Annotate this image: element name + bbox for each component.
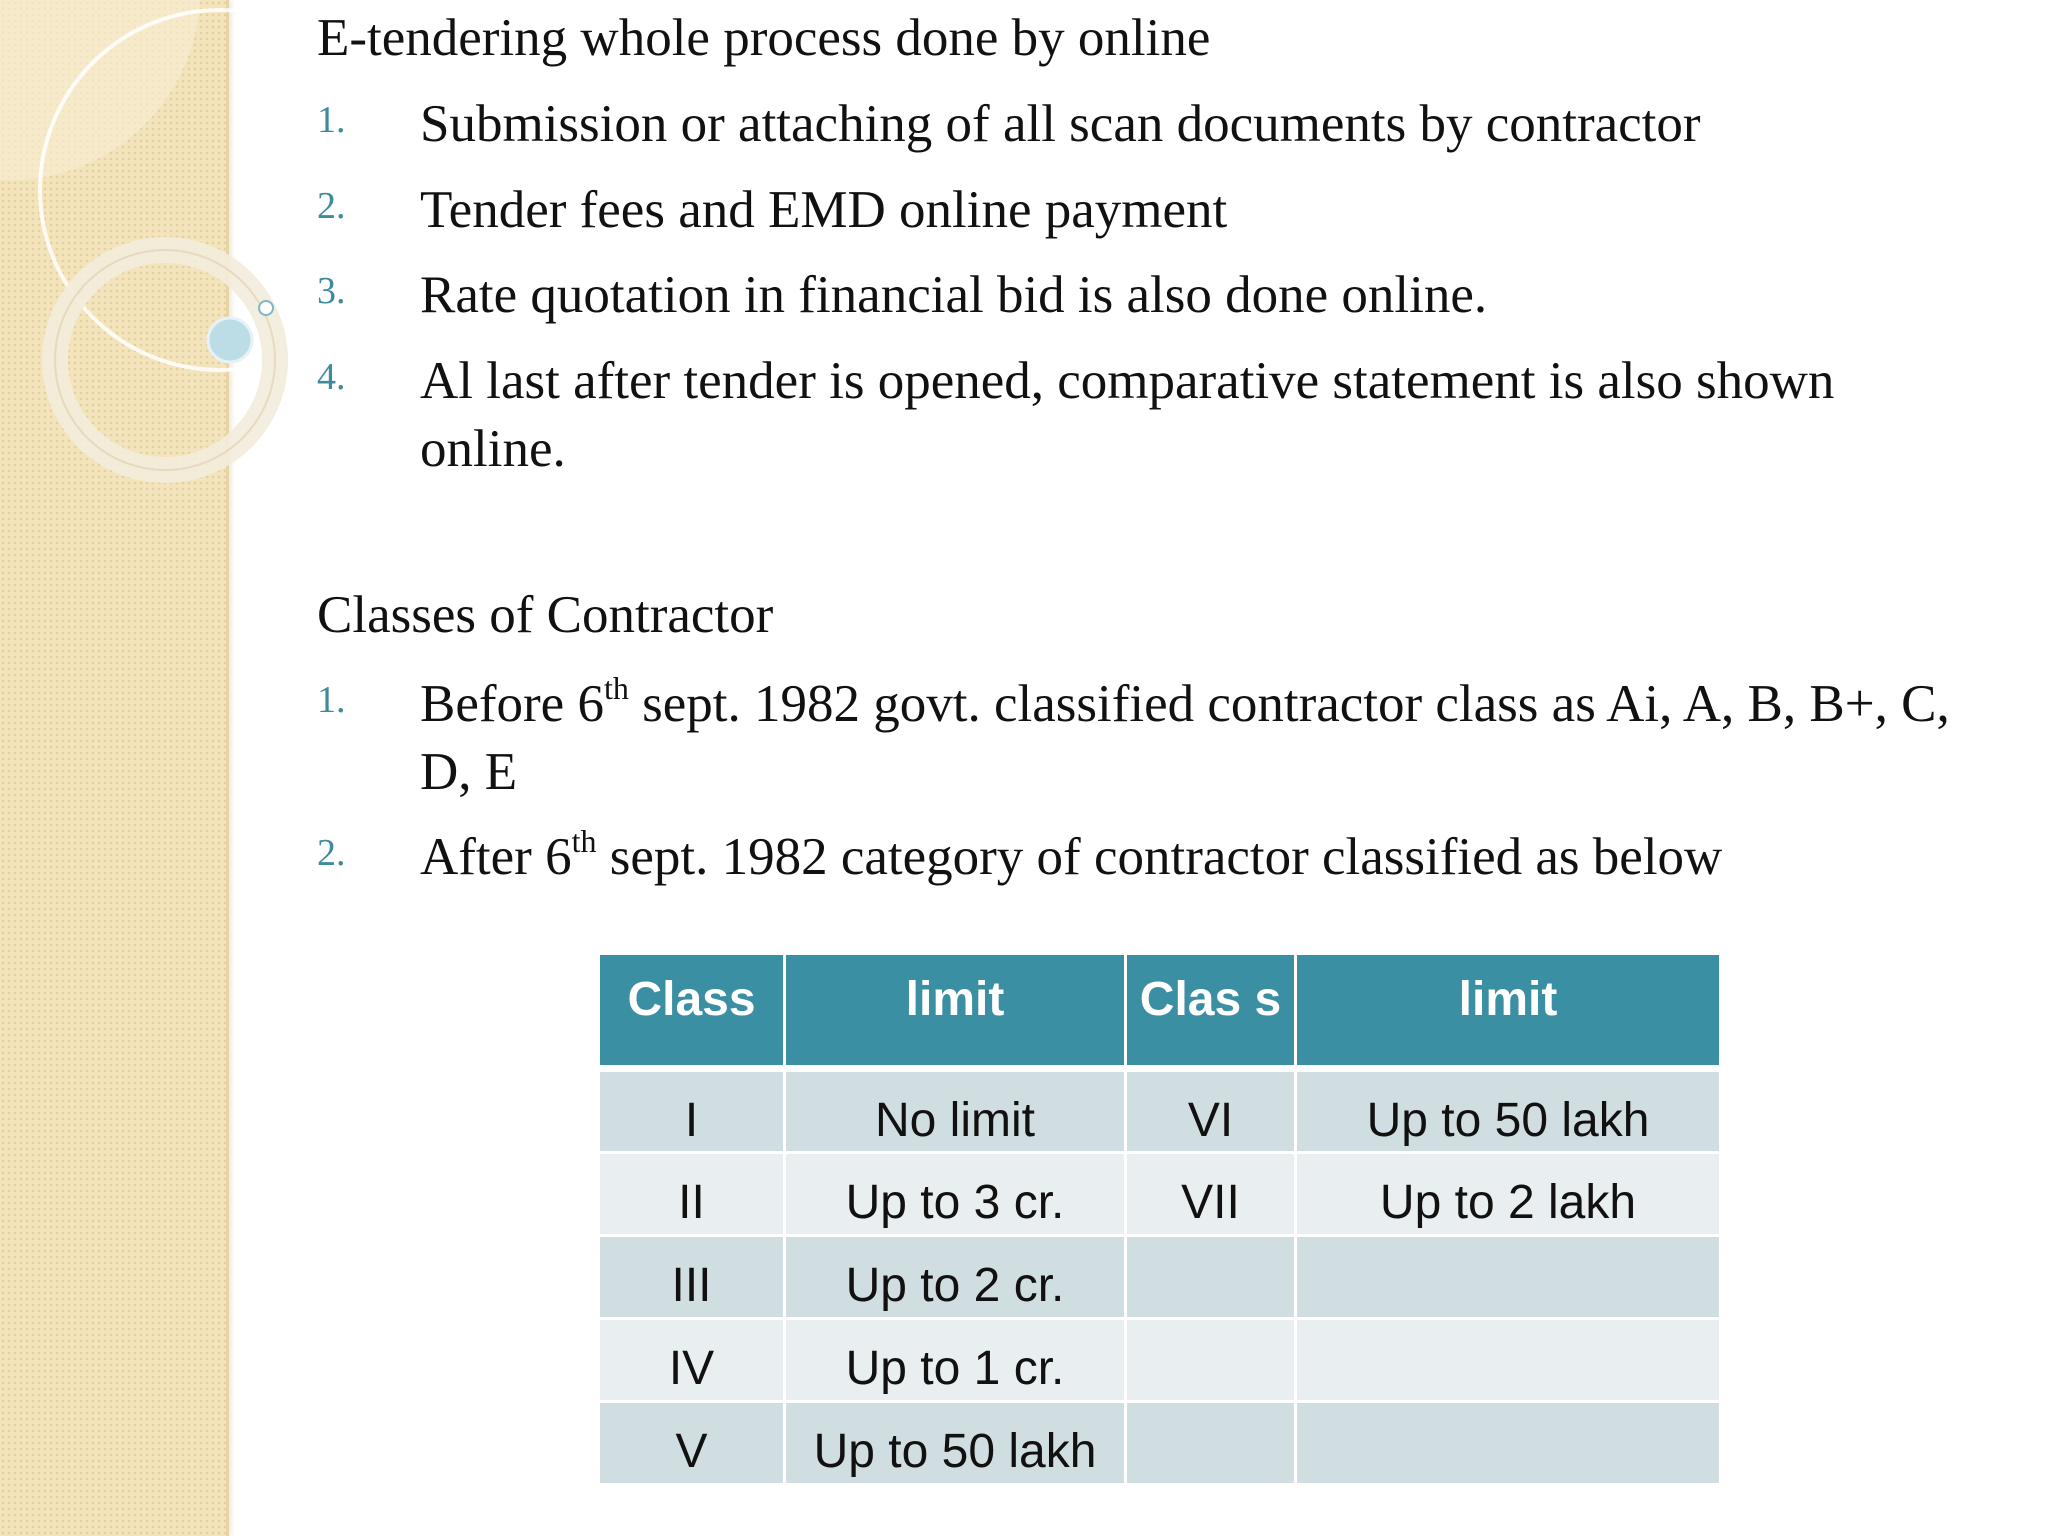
table-row: [599, 1318, 1721, 1401]
table-cell: Up to 50 lakh: [1296, 1068, 1721, 1152]
contractor-class-table: [597, 955, 1722, 1486]
table-cell: [1126, 1235, 1296, 1318]
section-heading-etendering: E-tendering whole process done by online: [317, 9, 1211, 67]
text-part: Before 6: [420, 675, 604, 733]
table-cell: IV: [599, 1318, 785, 1401]
list-number: 2.: [317, 185, 346, 227]
table-cell: VII: [1126, 1152, 1296, 1235]
column-header: Clas s: [1126, 955, 1296, 1068]
table-cell: I: [599, 1068, 785, 1152]
list-number: 1.: [317, 99, 346, 141]
table-cell: [1296, 1318, 1721, 1401]
text-part: sept. 1982 category of contractor classified as below: [596, 828, 1723, 886]
superscript: th: [571, 823, 597, 859]
text-part: After 6: [420, 828, 572, 886]
list-text: Tender fees and EMD online payment: [420, 181, 1228, 239]
table-row: [599, 1401, 1721, 1484]
table-header-row: [599, 955, 1721, 1068]
table-row: [599, 1068, 1721, 1152]
list-number: 1.: [317, 679, 346, 721]
table-cell: [1126, 1318, 1296, 1401]
table-cell: III: [599, 1235, 785, 1318]
table-cell: [1126, 1401, 1296, 1484]
table-cell: Up to 3 cr.: [785, 1152, 1126, 1235]
table-cell: Up to 2 lakh: [1296, 1152, 1721, 1235]
column-header: Class: [599, 955, 785, 1068]
table-cell: Up to 2 cr.: [785, 1235, 1126, 1318]
column-header: limit: [1296, 955, 1721, 1068]
list-number: 3.: [317, 270, 346, 312]
table-cell: Up to 50 lakh: [785, 1401, 1126, 1484]
superscript: th: [603, 670, 629, 706]
table-cell: VI: [1126, 1068, 1296, 1152]
table-row: [599, 1152, 1721, 1235]
table-cell: [1296, 1401, 1721, 1484]
table-cell: [1296, 1235, 1721, 1318]
table-cell: V: [599, 1401, 785, 1484]
list-number: 2.: [317, 832, 346, 874]
list-text: Al last after tender is opened, comparative statement is also shown online.: [420, 352, 1835, 478]
column-header: limit: [785, 955, 1126, 1068]
list-text: [420, 670, 1980, 806]
table-cell: II: [599, 1152, 785, 1235]
text-part: sept. 1982 govt. classified contractor class as Ai, A, B, B+, C, D, E: [420, 675, 1950, 801]
list-text: Rate quotation in financial bid is also done online.: [420, 266, 1488, 324]
list-text: Submission or attaching of all scan documents by contractor: [420, 95, 1701, 153]
table-cell: Up to 1 cr.: [785, 1318, 1126, 1401]
table-row: [599, 1235, 1721, 1318]
list-text: [420, 823, 1980, 891]
list-number: 4.: [317, 356, 346, 398]
table-cell: No limit: [785, 1068, 1126, 1152]
section-heading-classes: Classes of Contractor: [317, 586, 774, 644]
